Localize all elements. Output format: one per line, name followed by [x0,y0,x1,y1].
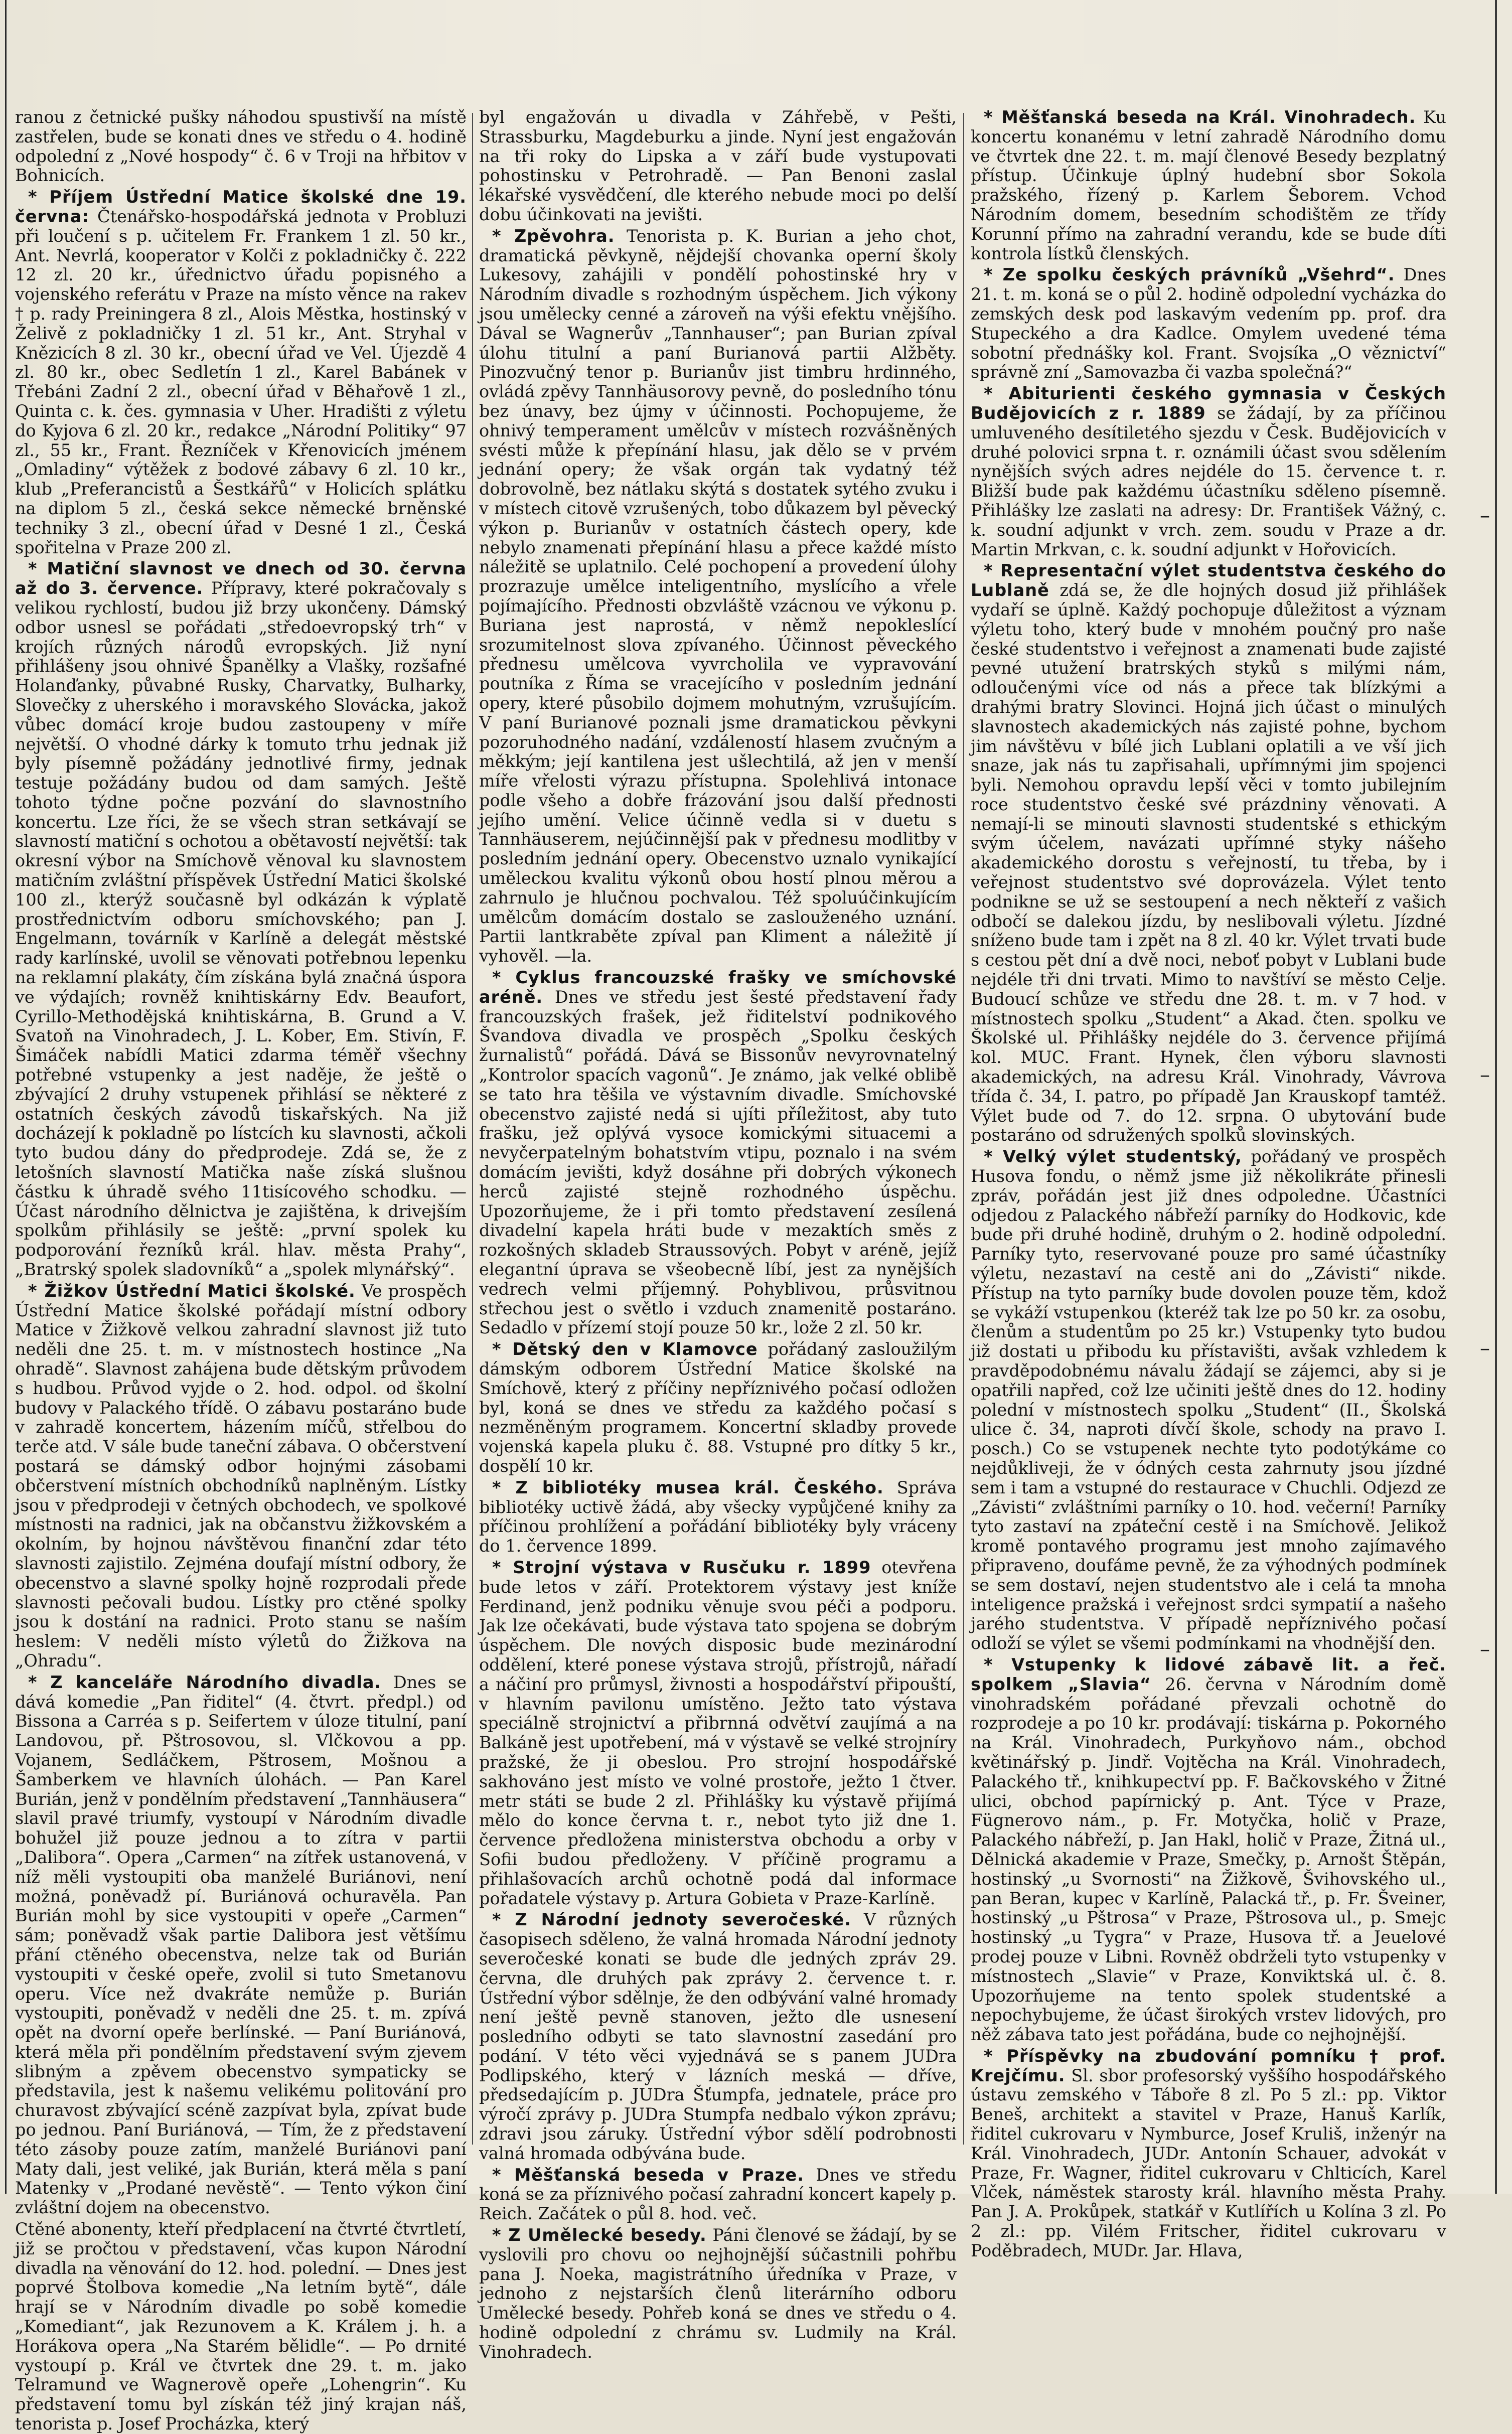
article-paragraph [971,1147,1446,1653]
column-rule [963,113,964,2145]
article-heading: * Velký výlet studentský, [984,1147,1242,1167]
article-heading: * Zpěvohra. [492,226,615,246]
article-paragraph [479,2226,957,2362]
article-heading: * Ze spolku českých právníků „Všehrd“. [984,265,1395,285]
article-text: Ku koncertu konanému v letní zahradě Národního domu ve čtvrtek dne 22. t. m. mají členové Besedy bezplatný přístup. Účinkuje úplný hudební sbor Sokola pražského, řízený p. Karlem Šeborem. Vchod Národním domem, besedním schodištěm ze třídy Korunní přímo na zahradní verandu, kde se bude díti kontrola lístků členských. [971,107,1446,263]
article-paragraph [15,559,467,1279]
margin-mark: – [1480,1638,1490,1661]
article-paragraph [15,108,467,186]
column-rule [472,113,473,2145]
article-text: 26. června v Národním domě vinohradském pořádané převzali ochotně do rozprodeje a po 10 kr. prodávají: tiskárna p. Pokorného na Král. Vinohradech, Purkyňovo nám., obchod květinářský p. Jindř. Vojtěcha na Král. Vinohradech, Palackého tř., knihkupectví pp. F. Bačkovského v Žitné ulici, obchod papírnický p. Ant. Týce v Praze, Fügnerovo nám., p. Fr. Motyčka, holič v Praze, Palackého nábřeží, p. Jan Hakl, holič v Praze, Žitná ul., Dělnická akademie v Praze, Smečky, p. Arnošt Štěpán, hostinský „u Svornosti“ na Žižkově, Švihovského ul., pan Beran, kupec v Karlíně, Palacká tř., p. Fr. Šveiner, hostinský „u Pštrosa“ v Praze, Pštrosova ul., p. Smejc hostinský „u Tygra“ v Praze, Husova tř. a Jeuelové prodej pouze v Libni. Rovněž obdrželi tyto vstupenky v místnostech „Slavie“ v Praze, Konviktská ul. č. 8. Upozorňujeme na tento spolek studentské a nepochybujeme, že účast širokých vrstev lidových, pro něž zábava tato jest pořádána, bude co nejhojnější. [971,1674,1446,2045]
article-text: Dnes 21. t. m. koná se o půl 2. hodině odpolední vycházka do zemských desk pod laskavým vedením pp. prof. dra Stupeckého a dra Kadlce. Omylem uvedené téma sobotní přednášky kol. Frant. Svojsíka „O věznictví“ správně zní „Samovazba či vazba společná?“ [971,265,1446,382]
article-paragraph [971,1655,1446,2045]
page-edge-right [1495,0,1497,2194]
article-text: se žádají, by za příčinou umluveného desítiletého sjezdu v Česk. Budějovicích v druhé polovici srpna t. r. oznámili účast svou sdělením nynějších svých adres nejdéle do 15. července t. r. Bližší bude pak každému účastníku sděleno písemně. Přihlášky lze zaslati na adresy: Dr. František Vážný, c. k. soudní adjunkt v vrch. zem. soudu v Praze a dr. Martin Mrkvan, c. k. soudní adjunkt v Hořovicích. [971,403,1446,559]
article-text: otevřena bude letos v září. Protektorem výstavy jest kníže Ferdinand, jenž podniku věnuje svou péči a podporu. Jak lze očekávati, bude výstava tato spojena se dobrým úspěchem. Dle nových disposic bude mezinárodní oddělení, které ponese výstava strojů, přístrojů, nářadí a náčiní pro průmysl, živnosti a hospodářství připouští, v hlavním pavilonu umístěno. Ježto tato výstava speciálně strojnictví a přibrnná odvětví zaujímá a na Balkáně jest upotřebení, má v výstavě se velké strojníry pražské, že ji obeslou. Pro strojní hospodářské sakhováno jest místo ve volné prostoře, ježto 1 čtver. metr státi se bude 2 zl. Přihlášky ku výstavě přijímá mělo do konce června t. r., nebot tyto již dne 1. července předložena ministerstva obchodu a orby v Sofii budou předloženy. V příčině programu a přihlašovacích archů ochotně podá dal informace pořadatele výstavy p. Artura Gobieta v Praze-Karlíně. [479,1557,957,1908]
article-text: Ve prospěch Ústřední Matice školské pořádají místní odbory Matice v Žižkově velkou zahradní slavnost již tuto neděli dne 25. t. m. v místnostech hostince „Na ohradě“. Slavnost zahájena bude dětským průvodem s hudbou. Průvod vyjde o 2. hod. odpol. od školní budovy v Palackého třídě. O zábavu postaráno bude v zahradě koncertem, házením míčů, střelbou do terče atd. V sále bude taneční zábava. O občerstvení postará se dámský odbor hojnými zásobami občerstvení místních obchodníků naplněným. Lístky jsou v předprodeji v četných obchodech, ve spolkové místnosti na radnici, jak na občanstvu žižkovském a okolním, by hojnou návštěvou finanční zdar této slavnosti zajistilo. Zejména doufají místní odbory, že obecenstvo a slavné spolky hojně rozprodali přede slavnosti pečovali budou. Lístky pro ctěné spolky jsou k dostání na radnici. Proto stanu se naším heslem: V neděli místo výletů do Žižkova na „Ohradu“. [15,1281,467,1670]
article-heading: * Dětský den v Klamovce [492,1339,758,1359]
article-text: zdá se, že dle hojných dosud již přihlášek vydaří se úplně. Každý pochopuje důležitost a význam výletu toho, který bude v mnohém poučný pro naše české studentstvo i veřejnost a znamenati bude zajisté pevné utužení bratrských styků s milými nám, odloučenými více od nás a přece tak blízkými a drahými bratry Slovinci. Hojná jich účast o minulých slavnostech akademických nás zajisté pohne, bychom jim návštěvu v bílé jich Lublani oplatili a ve vší jich snaze, jak nás tu zapřisahali, upřímnými jim spojenci byli. Nemohou opravdu lepší věci v tomto jubilejním roce studentstvo české své prázdniny věnovati. A nemají-li se minouti slavnosti studentské s ethickým svým účelem, navázati upřímné styky nášeho akademického dorostu s veřejností, tu třeba, by i veřejnost studentstvo své doprovázela. Výlet tento podnikne se už se sestoupení a nech někteří z vašich odbočí se dalekou jízdu, by neslibovali výletu. Jízdné sníženo bude tam i zpět na 8 zl. 40 kr. Výlet trvati bude s cestou pět dní a dvě noci, neboť pobyt v Lublani bude nejdéle tři dni trvati. Mimo to navštíví se město Celje. Budoucí schůze ve středu dne 28. t. m. v 7 hod. v místnostech spolku „Student“ a Akad. čten. spolku ve Školské ul. Přihlášky nejdéle do 3. července přijímá kol. MUC. Frant. Hynek, člen výboru slavnosti akademických, na adresu Král. Vinohrady, Vávrova třída č. 34, I. patro, po případě Jan Krauskopf tamtéž. Výlet bude od 7. do 12. srpna. O ubytování bude postaráno od sdružených spolků slovinských. [971,580,1447,1145]
margin-mark: – [1480,1337,1490,1360]
article-heading: * Měšťanská beseda na Král. Vinohradech. [984,107,1416,127]
article-text: Dnes se dává komedie „Pan řiditel“ (4. čtvrt. předpl.) od Bissona a Carréa s p. Seifertem v úloze titulní, paní Landovou, př. Pštrosovou, sl. Vlčkovou a pp. Vojanem, Sedláčkem, Pštrosem, Mošnou a Šamberkem ve hlavních úlohách. — Pan Karel Burián, jenž v pondělním představení „Tannhäusera“ slavil pravé triumfy, vystoupí v Národním divadle bohužel již pouze jednou a to zítra v partii „Dalibora“. Opera „Carmen“ na zítřek ustanovená, v níž měli vystoupiti oba manželé Buriánovi, není možná, poněvadž pí. Buriánová ochuravěla. Pan Burián mohl by sice vystoupiti v opeře „Carmen“ sám; poněvadž však partie Dalibora jest většímu přání ctěného obecenstva, nelze tak od Burián vystoupiti v české opeře, zvolil si tuto Smetanovu operu. Více než dvakráte nemůže p. Burián vystoupiti, poněvadž v neděli dne 25. t. m. zpívá opět na dvorní opeře berlínské. — Paní Buriánová, která měla při pondělním představení svým zjevem slibným a zpěvem obecenstvo sympaticky se představila, jest k našemu velikému politování pro churavost zbývající scéně zazpívat byla, zpívat bude po jednou. Paní Buriánová, — Tím, že z představení této zásoby pouze zatím, manželé Buriánovi paní Maty dali, jest veliké, jak Burián, která měla s paní Matenky v „Prodané nevěstě“. — Tento výkon činí zvláštní dojem na obecenstvo. [15,1672,467,2218]
article-paragraph [15,188,467,557]
article-paragraph [971,108,1446,263]
article-paragraph [971,384,1446,559]
article-heading: * Příjem Ústřední Matice školské dne 19. června: [15,187,467,226]
article-text: Sl. sbor profesorský vyššího hospodářského ústavu zemského v Táboře 8 zl. Po 5 zl.: pp. Viktor Beneš, architekt a stavitel v Praze, Hanuš Karlík, řiditel cukrovaru v Nymburce, Josef Kruliš, inženýr na Král. Vinohradech, JUDr. Antonín Schauer, advokát v Praze, Fr. Wagner, řiditel cukrovaru v Chlticích, Karel Vlček, náměstek starosty král. hlavního města Prahy. Pan J. A. Prokůpek, statkář v Kutlířích u Kolína 3 zl. Po 2 zl.: pp. Vilém Fritscher, řiditel cukrovaru v Poděbradech, MUDr. Jar. Hlava, [971,2065,1446,2260]
article-paragraph [479,108,957,225]
article-paragraph [15,1673,467,2218]
article-heading: * Abiturienti českého gymnasia v Českých Budějovicích z r. 1889 [971,384,1446,423]
article-text: Ctěné abonenty, kteří předplacení na čtvrté čtvrtletí, již se pročtou v představení, včas kupon Národní divadla na věnování do 12. hod. polední. — Dnes jest poprvé Štolbova komedie „Na letním bytě“, dále hrají se v Národním divadle po sobě komedie „Komediant“, jak Rezunovem a K. Králem j. h. a Horákova opera „Na Starém bělidle“. — Po drnité vystoupí p. Král ve čtvrtek dne 29. t. m. jako Telramund ve Wagnerově opeře „Lohengrin“. Ku představení tomu byl získán též jiný krajan náš, tenorista p. Josef Procházka, který [15,2219,467,2434]
article-text: Páni členové se žádají, by se vyslovili pro chovu oo nejhojnější súčastnili pohřbu pana J. Noeka, magistrátního úředníka v Praze, v jednoho z nejstarších členů literárního odboru Umělecké besedy. Pohřeb koná se dnes ve středu o 4. hodině odpolední z chrámu sv. Ludmily na Král. Vinohradech. [479,2225,957,2362]
article-heading: * Matiční slavnost ve dnech od 30. června až do 3. července. [15,559,467,598]
article-paragraph [479,1558,957,1908]
article-paragraph [479,1340,957,1476]
article-heading: * Strojní výstava v Rusčuku r. 1899 [492,1557,871,1577]
article-paragraph [971,561,1446,1145]
article-text: Tenorista p. K. Burian a jeho chot, dramatická pěvkyně, nějdejší chovanka operní školy Lukesovy, zahájili v pondělí pohostinské hry v Národním divadle s rozhodným úspěchem. Jich výkony jsou umělecky cenné a zároveň na výši efektu vnějšího. Dával se Wagnerův „Tannhauser“; pan Burian zpíval úlohu titulní a paní Burianová partii Alžběty. Pinozvučný tenor p. Burianův jist timbru hrdinného, ovládá zpěvy Tannhäusorovy pevně, do posledního tónu bez únavy, bez újmy v účinnosti. Pochopujeme, že ohnivý temperament umělcův v místech rozvášněných svésti může k přepínání hlasu, jak dělo se v prvém jednání opery; že však orgán tak vydatný též dobrovolně, bez nátlaku skýtá s dostatek sytého zvuku i v místech citově vzrušených, tobo důkazem byl pěvecký výkon p. Burianův v ostatních částech opery, kde nebylo znamenati přepínání hlasu a přece každé místo náležitě se uplatnilo. Celé pochopení a provedení úlohy prozrazuje umělce inteligentního, myslícího a vřele pojímajícího. Přednosti obzvláště vzácnou ve výkonu p. Buriana jest naprostá, v němž nepokleslící srozumitelnost slova zpívaného. Účinnost pěveckého přednesu umělcova vyvrcholila ve vypravování poutníka z Říma se vracejícího v posledním jednání opery, které působilo dojmem mohutným, vzrušujícím. V paní Burianové poznali jsme dramatickou pěvkyni pozoruhodného nadání, vzdáleností hlasem zvučným a měkkým; její kantilena jest ušlechtilá, až jen v menší míře vřelosti výrazu přístupna. Spolehlivá intonace podle všeho a dobře frázování jsou další přednosti jejího umění. Velice účinně vedla si v duetu s Tannhäuserem, nejúčinnější pak v přednesu modlitby v posledním jednání opery. Obecenstvo uznalo vynikající uměleckou kvalitu výkonů obou hostí plnou měrou a zahrnulo je hlučnou pochvalou. Též spoluúčinkujícím umělcům domácím dostalo se zaslouženého uznání. Partii lantkraběte zpíval pan Kliment a náležitě jí vyhověl. —la. [479,226,957,966]
article-heading: * Z Národní jednoty severočeské. [492,1910,851,1930]
article-paragraph [971,2047,1446,2261]
column-1 [15,107,467,2434]
page-edge-left [5,0,7,2194]
column-2 [479,107,957,2362]
article-text: Správa bibliotéky uctivě žádá, aby všecky vypůjčené knihy za příčinou prohlížení a pořádání bibliotéky byly vráceny do 1. července 1899. [479,1477,957,1556]
margin-mark: – [1480,504,1490,527]
article-heading: * Vstupenky k lidové zábavě lit. a řeč. spolkem „Slavia“ [971,1654,1446,1694]
article-text: Přípravy, které pokračovaly s velikou rychlostí, budou již brzy ukončeny. Dámský odbor usnesl se pořádati „středoevropský trh“ v krojích různých národů evropských. Již nyní přihlášeny jsou ohnivé Španělky a Vlašky, rozšafné Holanďanky, půvabné Rusky, Charvatky, Bulharky, Slovečky z uherského i moravského Slovácka, jakož vůbec domácí kroje budou zastoupeny v míře největší. O vhodné dárky k tomuto trhu jednak již byly písemně požádány jednotlivé firmy, jednak testuje požádány budou od dam samých. Ještě tohoto týdne počne pozvání do slavnostního koncertu. Lze říci, že se všech stran setkávají se slavností matiční s ochotou a obětavostí největší: tak okresní výbor na Smíchově věnoval ku slavnostem matičním zvláštní příspěvek Ústřední Matici školské 100 zl., kterýž současně byl odkázán k výplatě prostřednictvím odboru smíchovského; pan J. Engelmann, továrník v Karlíně a delegát městské rady karlínské, uvolil se věnovati potřebnou lepenku na reklamní plakáty, čím získána bylá značná úspora ve výdajích; rovněž knihtiskárny Edv. Beaufort, Cyrillo-Methodějská knihtiskárna, B. Grund a V. Svatoň na Vinohradech, J. L. Kober, Em. Stivín, F. Šimáček nabídli Matici zdarma téměř všechny potřebné vstupenky a jest naděje, že ještě o zbývající 2 druhy vstupenek přihlásí se některé z ostatních českých závodů tiskařských. Na již docházejí k pokladně po lístcích ku slavnosti, ačkoli tyto budou dány do předprodeje. Zdá se, že z letošních slavností Matička naše získá slušnou částku k úhradě svého 11tisícového schodku. — Účast národního dělnictva je zajištěna, k drivejším spolkům přihlásily se ještě: „první spolek ku podporování řezníků král. hlav. města Prahy“, „Bratrský spolek sladovníků“ a „spolek mlynářský“. [15,578,467,1280]
article-paragraph [479,968,957,1338]
article-heading: * Representační výlet studentstva českého do Lublaně [971,561,1446,600]
article-heading: * Z bibliotéky musea král. Českého. [492,1477,884,1497]
article-heading: * Cyklus francouzské frašky ve smíchovské aréně. [479,968,957,1007]
article-paragraph [479,227,957,966]
article-paragraph [479,1478,957,1556]
article-paragraph [479,1910,957,2163]
margin-mark: – [1480,1063,1490,1087]
article-text: ranou z četnické pušky náhodou spustivší na místě zastřelen, bude se konati dnes ve středu o 4. hodině odpolední z „Nové hospody“ č. 6 v Troji na hřbitov v Bohnicích. [15,107,467,186]
article-paragraph [971,265,1446,382]
article-heading: * Příspěvky na zbudování pomníku † prof. Krejčímu. [971,2046,1446,2085]
column-3 [971,107,1447,2260]
article-text: Dnes ve středu jest šesté představení řady francouzských frašek, jež řiditelství podnikového Švandova divadla ve prospěch „Spolku českých žurnalistů“ pořádá. Dává se Bissonův nevyrovnatelný „Kontrolor spacích vagonů“. Je známo, jak velké oblibě se tato hra těšila ve výstavním divadle. Smíchovské obecenstvo zajisté nedá si ujíti příležitost, aby tuto frašku, jež oplývá vysoce komickými situacemi a nevyčerpatelným bohatstvím vtipu, poznalo i na svém domácím jevišti, když dosáhne při dobrých výkonech herců zajisté stejně rozhodného úspěchu. Upozorňujeme, že i při tomto představení zesílená divadelní kapela hráti bude v mezaktích směs z rozkošných skladeb Straussových. Pobyt v aréně, jejíž elegantní úprava se všeobecně líbí, jest za nynějších vedrech velmi příjemný. Pohyblivou, průsvitnou střechou jest o světlo i vzduch znamenitě postaráno. Sedadlo v přízemí stojí pouze 50 kr., lože 2 zl. 50 kr. [479,987,957,1338]
article-text: Dnes ve středu koná se za příznivého počasí zahradní koncert kapely p. Reich. Začátek o půl 8. hod. več. [479,2165,957,2224]
article-paragraph [15,1282,467,1671]
article-text: V různých časopisech sděleno, že valná hromada Národní jednoty severočeské konati se bude dle jedných zpráv 29. června, dle druhých pak zprávy 2. července t. r. Ústřední výbor sdělnje, že den odbývání valné hromady není ještě pevně stanoven, ježto dle usnesení posledního odbyti se tato slavnostní zasedání pro podání. V této věci vyjednává se s panem JUDra Podlipského, který v lázních meská — dříve, předsedajícím p. JUDra Šťumpfa, jednatele, práce pro výročí zprávy p. JUDra Stumpfa nedbalo výkon zprávu; zdravi jsou záruky. Ústřední výbor sdělí podrobnosti valná hromada odbývána bude. [479,1910,957,2163]
article-text: byl engažován u divadla v Záhřebě, v Pešti, Strassburku, Magdeburku a jinde. Nyní jest engažován na tři roky do Lipska a v září bude vystupovati pohostinsku v Petrohradě. — Pan Benoni zaslal lékařské vysvědčení, dle kterého nebude moci po delší dobu účinkovati na jevišti. [479,107,957,224]
article-paragraph [479,2166,957,2224]
article-text: pořádaný zasloužilým dámským odborem Ústřední Matice školské na Smíchově, který z příčiny nepříznivého počasí odložen byl, koná se dnes ve středu za každého počasí s nezměněným programem. Koncertní skladby provede vojenská kapela pluku č. 88. Vstupné pro dítky 5 kr., dospělí 10 kr. [479,1339,957,1476]
article-heading: * Měšťanská beseda v Praze. [492,2165,804,2185]
article-heading: * Z kanceláře Národního divadla. [28,1672,382,1692]
article-paragraph [15,2220,467,2434]
article-text: Čtenářsko-hospodářská jednota v Probluzi při loučení s p. učitelem Fr. Frankem 1 zl. 50 kr., Ant. Nevrlá, kooperator v Kolči z pokladničky č. 222 12 zl. 20 kr., úřednictvo úřadu popisného a vojenského referátu v Praze na místo věnce na rakev † p. rady Preiningera 8 zl., Alois Městka, hostinský v Želivě z pokladničky 1 zl. 51 kr., Ant. Stryhal v Knězicích 8 zl. 30 kr., obecní úřad ve Vel. Újezdě 4 zl. 80 kr., obec Sedletín 1 zl., Karel Babánek v Třebáni Zadní 2 zl., obecní úřad v Běhařově 1 zl., Quinta c. k. čes. gymnasia v Uher. Hradišti z výletu do Kyjova 6 zl. 20 kr., redakce „Národní Politiky“ 97 zl., 55 kr., Frant. Řezníček v Křenovicích jménem „Omladiny“ výtěžek z bodové zábavy 6 zl. 10 kr., klub „Preferancistů a Šestkářů“ v Holicích splátku na diplom 5 zl., česká sekce německé brněnské techniky 3 zl., obecní úřad v Desné 1 zl., Česká spořitelna v Praze 200 zl. [15,206,467,557]
article-heading: * Žižkov Ústřední Matici školské. [28,1281,356,1301]
article-text: pořádaný ve prospěch Husova fondu, o němž jsme již několikráte přinesli zpráv, pořádán jest již dnes odpoledne. Účastníci odjedou z Palackého nábřeží parníky do Hodkovic, kde bude při druhé hodině, druhým o 2. hodině odpolední. Parníky tyto, reservované pouze pro samé účastníky výletu, nezastaví na cestě ani do „Závisti“ nikde. Přístup na tyto parníky bude dovolen pouze těm, kdož se vykáží vstupenkou (kteréž tak lze po 50 kr. za osobu, členům a studentům po 25 kr.) Vstupenky tyto budou již dostati u přibodu ku přístavišti, avšak vzhledem k pravděpodobnému návalu žádají se zájemci, aby si je opatřili napřed, což lze učiniti ještě dnes do 12. hodiny polední v místnostech spolku „Student“ (II., Školská ulice č. 34, naproti dívčí škole, schody na pravo I. posch.) Co se vstupenek nechte tyto podotýkáme co nejdůkliveji, že v ódných cesta zahrnuty jsou jízdné sem i tam a vstupné do restaurace v Chuchli. Odjezd ze „Závisti“ zvláštními parníky o 10. hod. večerní! Parníky tyto zastaví na zpáteční cestě i na Smíchově. Jelikož kromě pontavého programu jest mnoho zajímavého připraveno, doufáme pevně, že za výhodných podmínek se sem dostaví, nejen studentstvo ale i celá ta mnoha inteligence pražská i veřejnost srdci sympatií a našeho jarého studentstva. V případě nepříznivého počasí odloží se výlet se všemi podmínkami na vhodnější den. [971,1147,1446,1653]
article-heading: * Z Umělecké besedy. [492,2225,707,2245]
